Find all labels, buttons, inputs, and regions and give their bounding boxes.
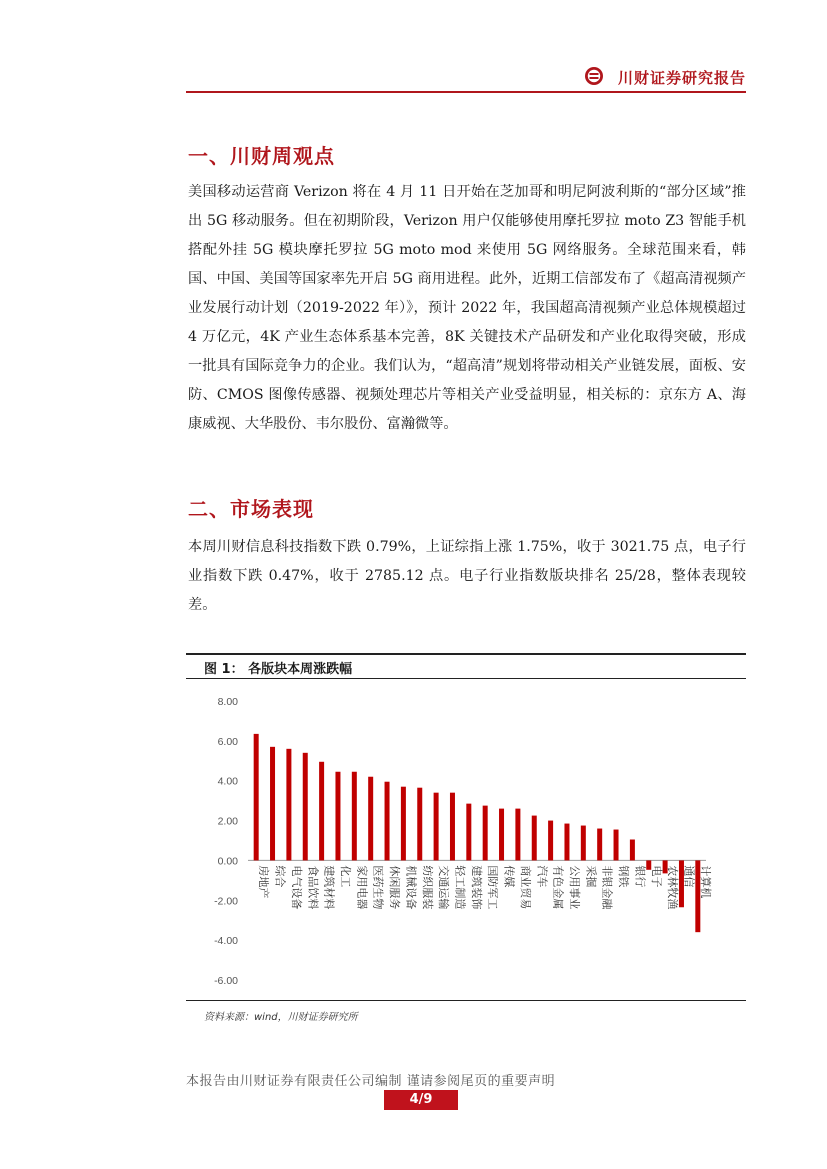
x-tick-label: 轻工制造 (453, 865, 467, 910)
x-tick-label: 国防军工 (486, 865, 500, 910)
bar-化工 (335, 772, 340, 861)
section-title-weekly-view: 一、川财周观点 (188, 144, 335, 168)
y-tick-label: 8.00 (217, 696, 238, 708)
bar-机械设备 (401, 787, 406, 861)
x-tick-label: 医药生物 (371, 865, 385, 910)
x-tick-label: 有色金属 (551, 865, 565, 910)
bar-轻工制造 (450, 793, 455, 861)
x-tick-label: 食品饮料 (306, 865, 320, 910)
y-tick-label: -2.00 (214, 895, 238, 908)
page-number: 4/9 (384, 1090, 458, 1110)
bar-医药生物 (368, 777, 373, 861)
bar-非银金融 (597, 829, 602, 861)
x-tick-label: 传媒 (502, 865, 516, 888)
bar-有色金属 (548, 821, 553, 861)
y-tick-label: -6.00 (214, 975, 238, 987)
bar-银行 (630, 840, 635, 861)
x-tick-label: 农林牧渔 (666, 865, 680, 910)
x-tick-label: 房地产 (257, 865, 271, 899)
y-tick-label: 0.00 (217, 855, 238, 868)
header-divider (186, 91, 746, 93)
figure-source: 资料来源：wind，川财证券研究所 (204, 1012, 358, 1023)
x-tick-label: 休闲服务 (388, 865, 402, 910)
bar-建筑装饰 (466, 804, 471, 861)
bar-综合 (270, 747, 275, 861)
bar-电气设备 (286, 749, 291, 861)
figure-title: 图 1： 各版块本周涨跌幅 (204, 662, 353, 677)
chuancai-logo-icon (584, 66, 604, 86)
bar-休闲服务 (385, 782, 390, 861)
x-tick-label: 计算机 (698, 865, 712, 899)
bar-家用电器 (352, 772, 357, 861)
bar-chart (186, 653, 746, 1001)
bar-纺织服装 (417, 788, 422, 861)
section-title-market: 二、市场表现 (188, 497, 314, 521)
bar-交通运输 (434, 793, 439, 861)
bar-房地产 (254, 734, 259, 861)
y-tick-label: 6.00 (217, 735, 238, 748)
x-tick-label: 采掘 (584, 865, 598, 888)
y-tick-label: -4.00 (214, 935, 238, 948)
y-tick-label: 2.00 (217, 815, 238, 828)
x-tick-label: 交通运输 (437, 865, 451, 910)
bar-采掘 (581, 826, 586, 861)
x-tick-label: 家用电器 (355, 865, 369, 910)
y-tick-label: 4.00 (217, 775, 238, 788)
x-tick-label: 非银金融 (600, 865, 614, 910)
x-tick-label: 通信 (682, 865, 696, 888)
figure-bottom-rule (186, 1000, 746, 1001)
bar-国防军工 (483, 806, 488, 861)
page-header (186, 64, 746, 96)
bar-建筑材料 (319, 762, 324, 861)
section-body-market: 本周川财信息科技指数下跌 0.79%，上证综指上涨 1.75%，收于 3021.75 点，电子行业指数下跌 0.47%，收于 2785.12 点。电子行业指数版块排名 25/28，整体表现较差。 (188, 539, 746, 613)
bar-传媒 (499, 809, 504, 861)
x-tick-label: 综合 (273, 865, 287, 888)
x-tick-label: 银行 (633, 865, 647, 888)
x-tick-label: 商业贸易 (518, 865, 532, 910)
header-title: 川财证券研究报告 (617, 69, 746, 87)
footer-disclaimer: 本报告由川财证券有限责任公司编制 谨请参阅尾页的重要声明 (186, 1074, 556, 1089)
x-tick-label: 化工 (338, 865, 352, 888)
x-tick-label: 机械设备 (404, 865, 418, 910)
x-tick-label: 建筑材料 (322, 865, 336, 910)
x-tick-label: 纺织服装 (420, 865, 434, 910)
x-tick-label: 汽车 (535, 865, 549, 888)
bar-公用事业 (564, 824, 569, 861)
bar-食品饮料 (303, 753, 308, 861)
section-body-weekly-view: 美国移动运营商 Verizon 将在 4 月 11 日开始在芝加哥和明尼阿波利斯的“部分区域”推出 5G 移动服务。但在初期阶段，Verizon 用户仅能够使用摩托罗拉 moto Z3 智能手机搭配外挂 5G 模块摩托罗拉 5G moto mod 来使用 5G 网络服务。全球范围来看，韩国、中国、美国等国家率先开启 5G 商用进程。此外，近期工信部发布了《超高清视频产业发展行动计划（2019-2022 年）》，预计 2022 年，我国超高清视频产业总体规模超过 4 万亿元，4K 产业生态体系基本完善，8K 关键技术产品研发和产业化取得突破，形成一批具有国际竞争力的企业。我们认为，“超高清”规划将带动相关产业链发展，面板、安防、CMOS 图像传感器、视频处理芯片等相关产业受益明显，相关标的：京东方 A、海康威视、大华股份、韦尔股份、富瀚微等。 (188, 184, 746, 432)
x-tick-label: 钢铁 (617, 865, 631, 888)
bar-钢铁 (614, 830, 619, 861)
x-tick-label: 电子 (649, 865, 663, 888)
bar-商业贸易 (515, 809, 520, 861)
x-tick-label: 公用事业 (567, 865, 581, 910)
x-tick-label: 电气设备 (289, 865, 303, 910)
bar-汽车 (532, 816, 537, 861)
x-tick-label: 建筑装饰 (469, 865, 483, 910)
